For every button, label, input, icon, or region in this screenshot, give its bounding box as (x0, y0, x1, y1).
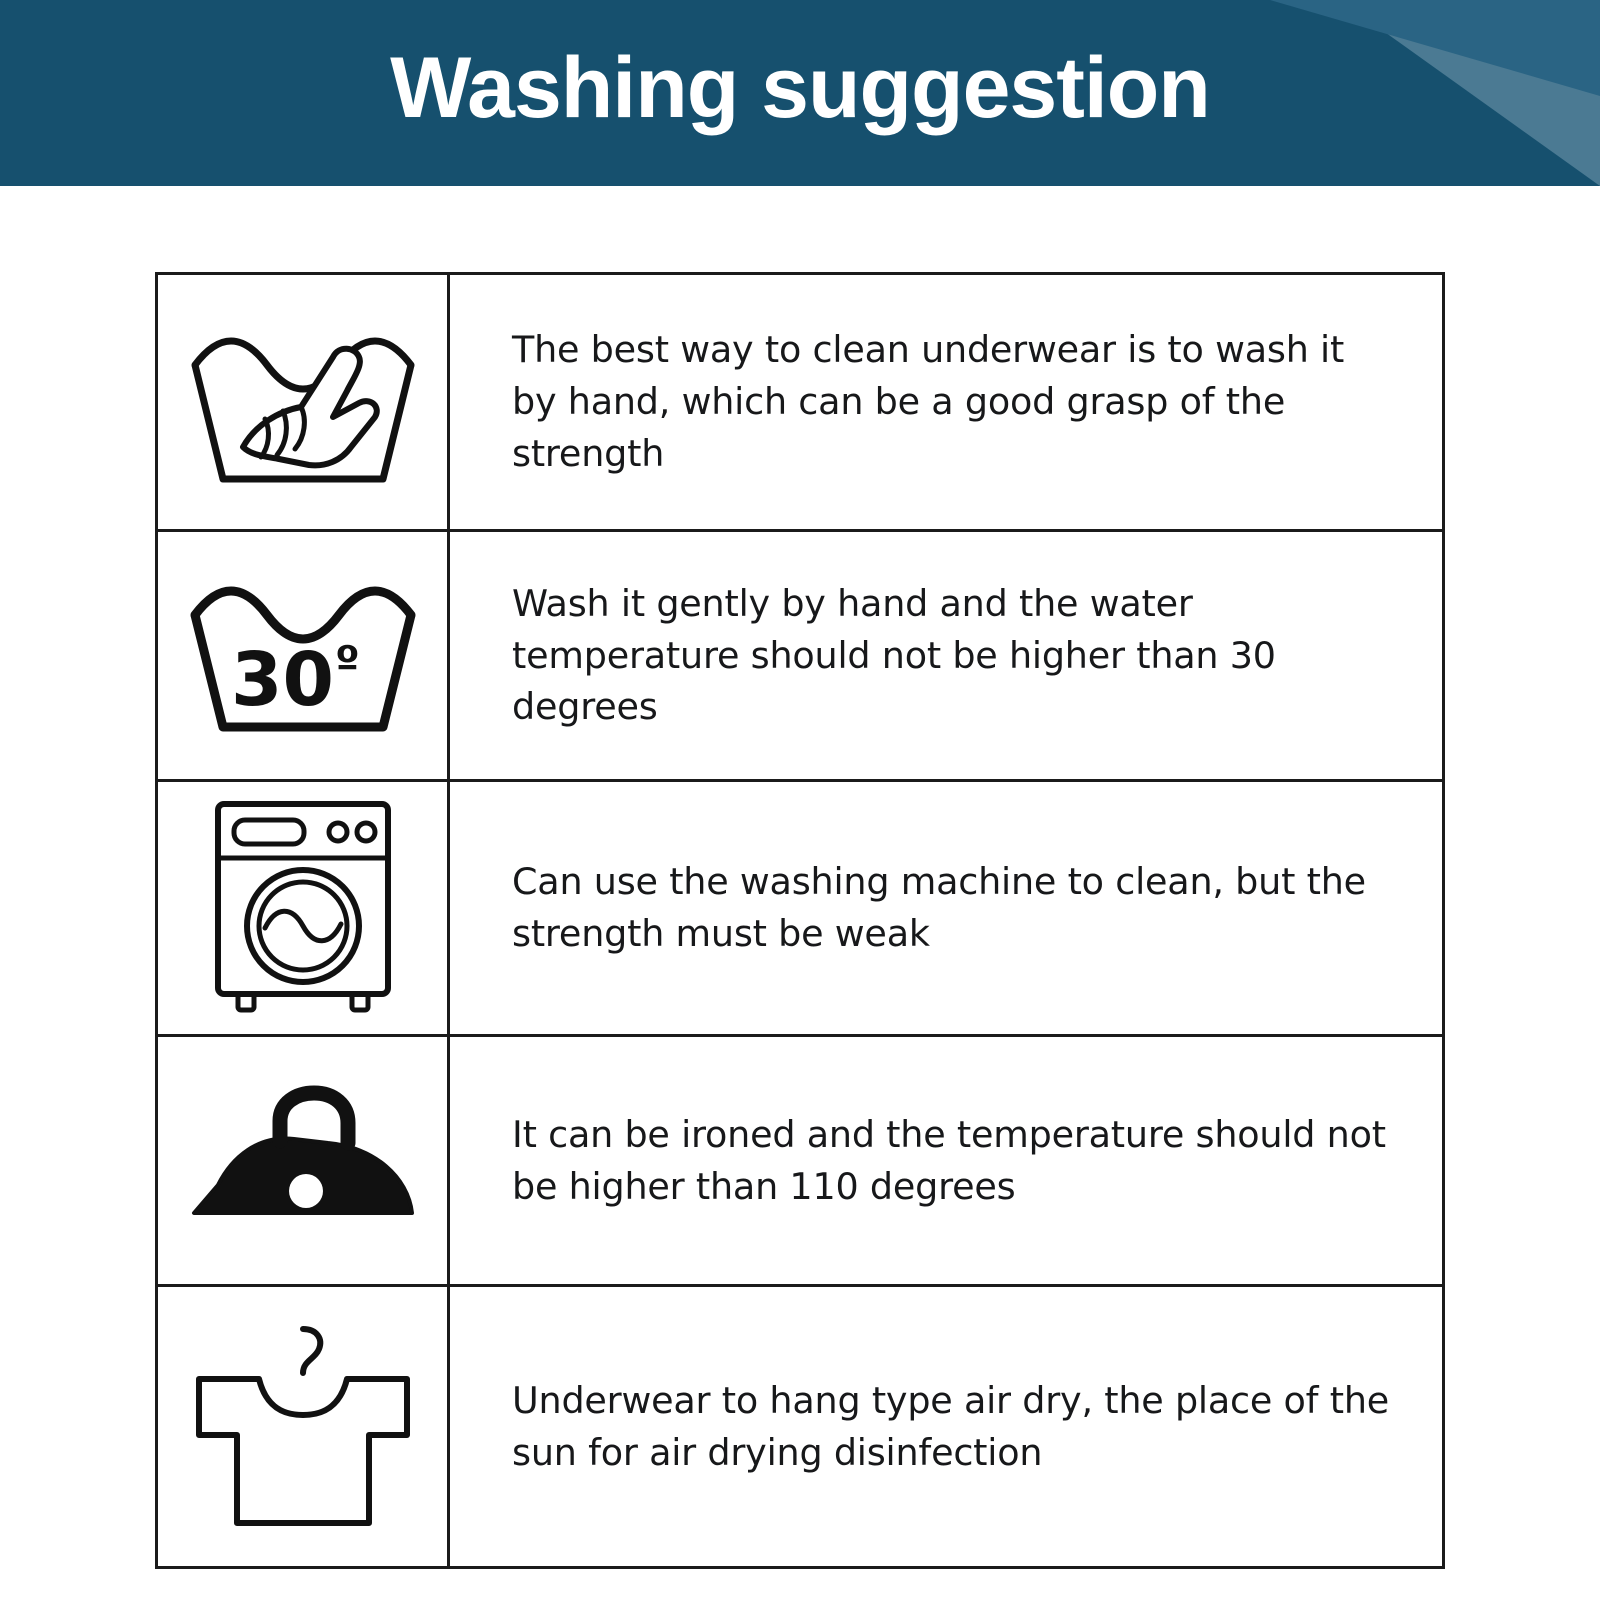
wash-basin-30-degrees-icon (158, 532, 450, 779)
instruction-text-cell (450, 532, 1442, 779)
table-row (158, 782, 1442, 1037)
page-title: Washing suggestion (390, 40, 1210, 136)
washing-machine-icon (158, 782, 450, 1034)
wash-temperature-degree: º (334, 636, 360, 688)
instruction-text-cell (450, 1037, 1442, 1284)
hanging-shirt-dry-icon (158, 1287, 450, 1566)
table-row (158, 532, 1442, 782)
washing-instructions-table (155, 272, 1445, 1569)
instruction-text-cell (450, 782, 1442, 1034)
table-row (158, 1037, 1442, 1287)
instruction-text: Can use the washing machine to clean, but the strength must be weak (512, 860, 1366, 955)
instruction-text-cell (450, 275, 1442, 529)
wash-temperature-value: 30 (230, 636, 334, 723)
instruction-text: The best way to clean underwear is to wash it by hand, which can be a good grasp of the strength (512, 328, 1345, 475)
hand-wash-basin-icon (158, 275, 450, 529)
table-row (158, 275, 1442, 532)
instruction-text: Underwear to hang type air dry, the place of the sun for air drying disinfection (512, 1378, 1390, 1474)
iron-icon (158, 1037, 450, 1284)
table-row (158, 1287, 1442, 1566)
instruction-text: Wash it gently by hand and the water temperature should not be higher than 30 degrees (512, 581, 1276, 729)
page-header (0, 0, 1600, 186)
instruction-text-cell (450, 1287, 1442, 1566)
instruction-text: It can be ironed and the temperature should not be higher than 110 degrees (512, 1112, 1386, 1208)
